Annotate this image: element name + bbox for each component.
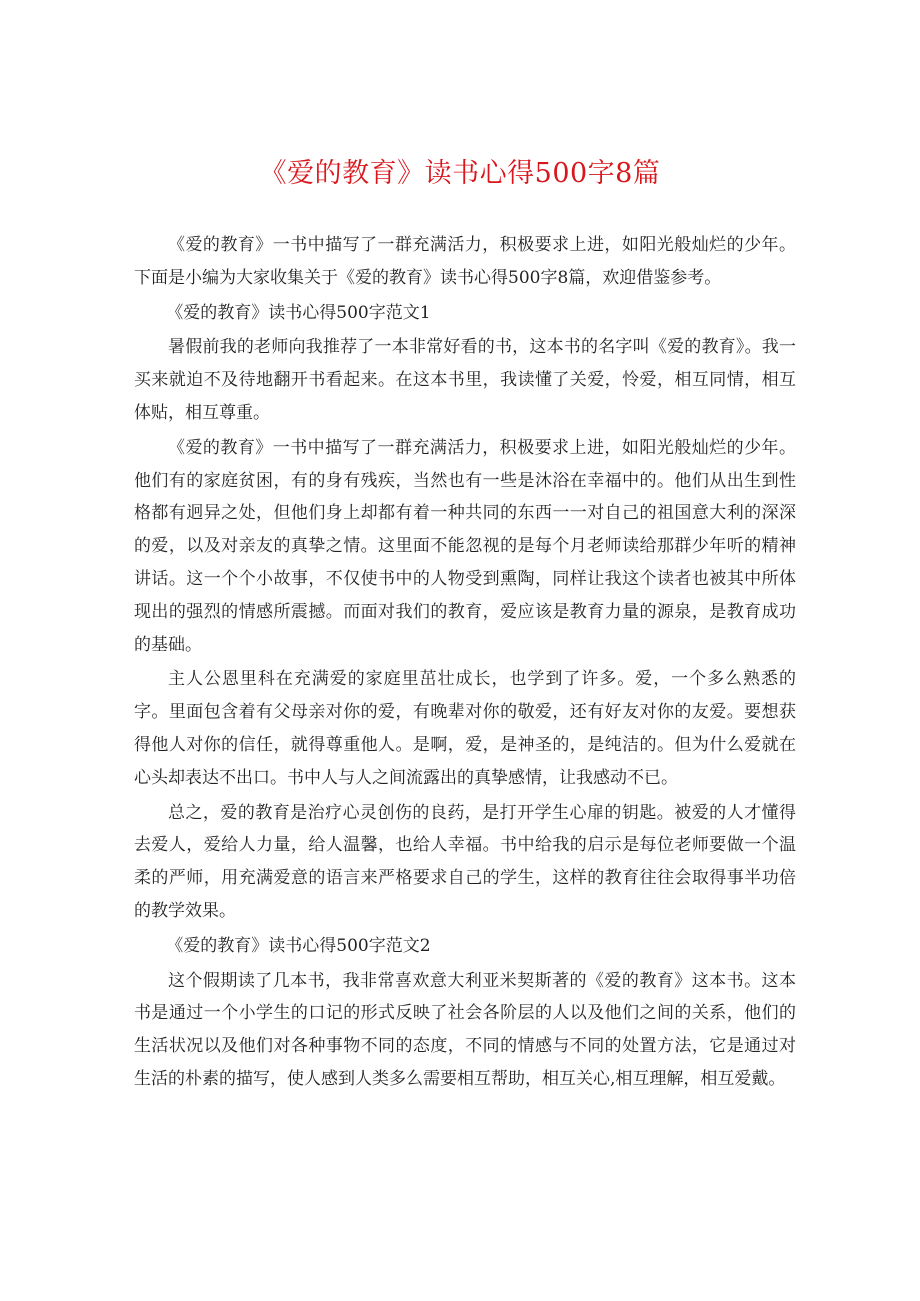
document-body xyxy=(134,229,796,1098)
section-heading-1: 《爱的教育》读书心得500字范文1 xyxy=(166,302,431,323)
body-paragraph: 总之，爱的教育是治疗心灵创伤的良药，是打开学生心扉的钥匙。被爱的人才懂得去爱人，爱给人力量，给人温馨，也给人幸福。书中给我的启示是每位老师要做一个温柔的严师，用充满爱意的语言来严格要求自己的学生，这样的教育往往会取得事半功倍的教学效果。 xyxy=(134,802,796,921)
intro-paragraph: 《爱的教育》一书中描写了一群充满活力，积极要求上进，如阳光般灿烂的少年。下面是小编为大家收集关于《爱的教育》读书心得500字8篇，欢迎借鉴参考。 xyxy=(134,235,796,288)
document-title: 《爱的教育》读书心得500字8篇 xyxy=(259,158,661,189)
body-paragraph: 这个假期读了几本书，我非常喜欢意大利亚米契斯著的《爱的教育》这本书。这本书是通过一个小学生的口记的形式反映了社会各阶层的人以及他们之间的关系，他们的生活状况以及他们对各种事物不同的态度，不同的情感与不同的处置方法，它是通过对生活的朴素的描写，使人感到人类多么需要相互帮助，相互关心,相互理解，相互爱戴。 xyxy=(134,970,796,1089)
section-heading-2: 《爱的教育》读书心得500字范文2 xyxy=(166,935,431,956)
body-paragraph: 主人公恩里科在充满爱的家庭里茁壮成长，也学到了许多。爱，一个多么熟悉的字。里面包含着有父母亲对你的爱，有晚辈对你的敬爱，还有好友对你的友爱。要想获得他人对你的信任，就得尊重他人。是啊，爱，是神圣的，是纯洁的。但为什么爱就在心头却表达不出口。书中人与人之间流露出的真挚感情，让我感动不已。 xyxy=(134,669,796,788)
body-paragraph: 暑假前我的老师向我推荐了一本非常好看的书，这本书的名字叫《爱的教育》。我一买来就迫不及待地翻开书看起来。在这本书里，我读懂了关爱，怜爱，相互同情，相互体贴，相互尊重。 xyxy=(134,337,796,423)
body-paragraph: 《爱的教育》一书中描写了一群充满活力，积极要求上进，如阳光般灿烂的少年。他们有的家庭贫困，有的身有残疾，当然也有一些是沐浴在幸福中的。他们从出生到性格都有迥异之处，但他们身上却都有着一种共同的东西一一对自己的祖国意大利的深深的爱，以及对亲友的真挚之情。这里面不能忽视的是每个月老师读给那群少年听的精神讲话。这一个个小故事，不仅使书中的人物受到熏陶，同样让我这个读者也被其中所体现出的强烈的情感所震撼。而面对我们的教育，爱应该是教育力量的源泉，是教育成功的基础。 xyxy=(134,437,796,655)
